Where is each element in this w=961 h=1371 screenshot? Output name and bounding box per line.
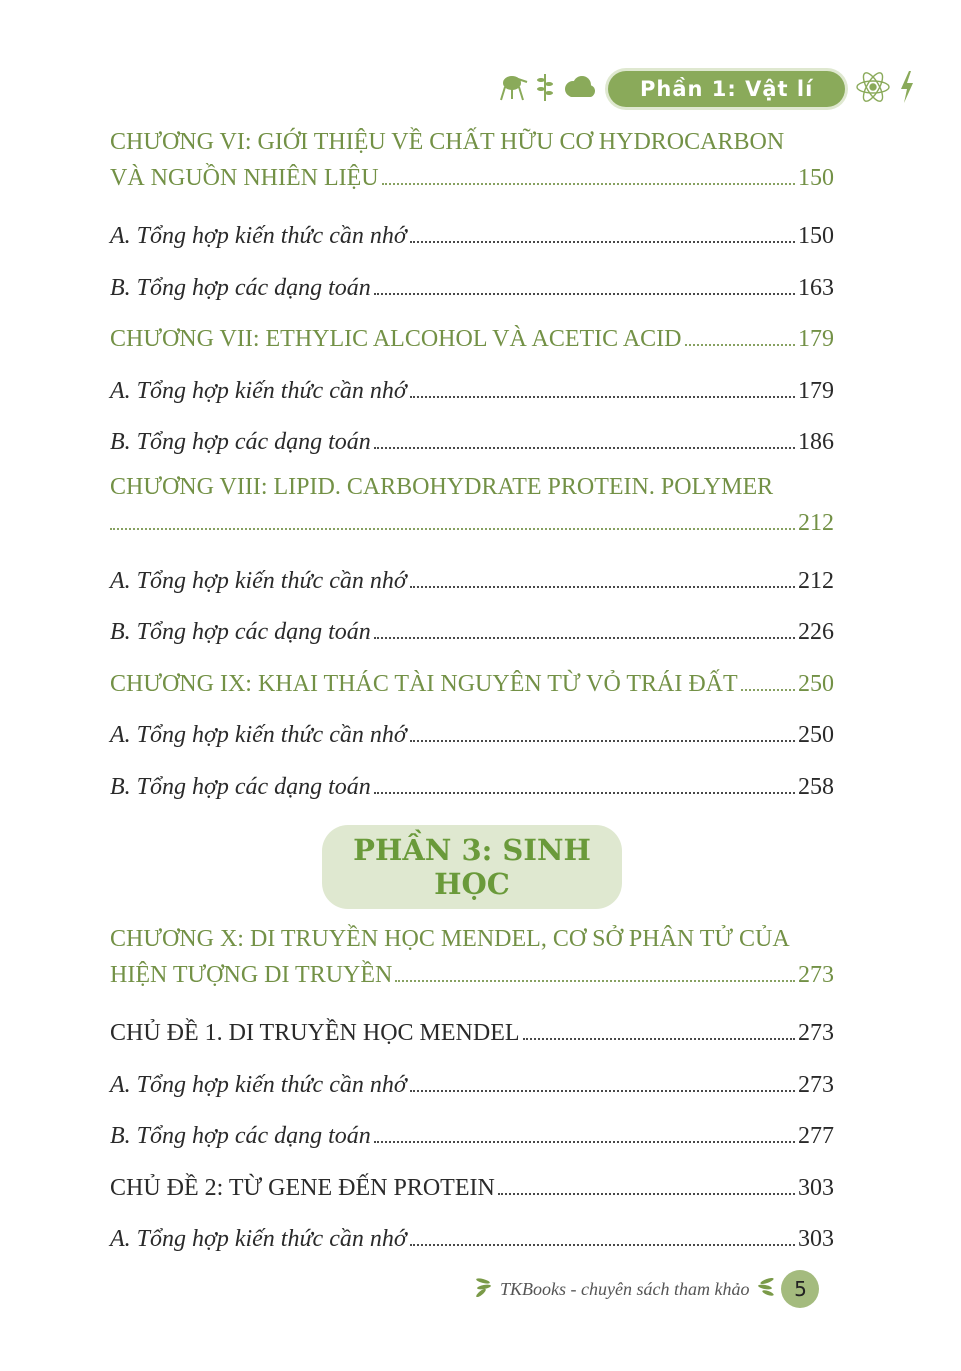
flask-icon xyxy=(498,73,528,105)
leader-dots xyxy=(523,1038,795,1040)
toc-chapter-vi[interactable]: CHƯƠNG VI: GIỚI THIỆU VỀ CHẤT HỮU CƠ HYDROCARBON VÀ NGUỒN NHIÊN LIỆU 150 xyxy=(110,129,834,191)
leader-dots xyxy=(410,396,795,398)
toc-item[interactable]: B. Tổng hợp các dạng toán 226 xyxy=(110,619,834,645)
leader-dots xyxy=(374,447,795,449)
toc-topic[interactable]: CHỦ ĐỀ 1. DI TRUYỀN HỌC MENDEL 273 xyxy=(110,1020,834,1046)
leader-dots xyxy=(410,1244,795,1246)
page-header xyxy=(498,68,923,110)
toc-item[interactable]: B. Tổng hợp các dạng toán 186 xyxy=(110,429,834,455)
toc-item[interactable]: A. Tổng hợp kiến thức cần nhớ 273 xyxy=(110,1071,834,1098)
toc-chapter-ix[interactable]: CHƯƠNG IX: KHAI THÁC TÀI NGUYÊN TỪ VỎ TRÁI ĐẤT 250 xyxy=(110,670,834,697)
toc-item[interactable]: A. Tổng hợp kiến thức cần nhớ 303 xyxy=(110,1226,834,1252)
leader-dots xyxy=(374,637,795,639)
toc-item[interactable]: A. Tổng hợp kiến thức cần nhớ 150 xyxy=(110,223,834,249)
part-label-pill: Phần 1: Vật lí xyxy=(608,71,845,107)
leader-dots xyxy=(410,1090,795,1092)
cloud-icon xyxy=(562,75,596,103)
leaf-icon xyxy=(474,1277,492,1301)
toc-item[interactable]: B. Tổng hợp các dạng toán 163 xyxy=(110,274,834,301)
leader-dots xyxy=(498,1193,795,1195)
page-number-badge: 5 xyxy=(781,1270,819,1308)
leader-dots xyxy=(410,740,795,742)
section-title-pill: PHẦN 3: SINH HỌC xyxy=(322,825,622,909)
toc-item[interactable]: A. Tổng hợp kiến thức cần nhớ 250 xyxy=(110,722,834,748)
leader-dots xyxy=(685,344,796,346)
toc-topic[interactable]: CHỦ ĐỀ 2: TỪ GENE ĐẾN PROTEIN 303 xyxy=(110,1174,834,1201)
toc-item[interactable]: B. Tổng hợp các dạng toán 258 xyxy=(110,773,834,800)
leader-dots xyxy=(410,241,795,243)
footer-brand-text: TKBooks - chuyên sách tham khảo xyxy=(500,1278,750,1299)
atom-icon xyxy=(855,69,891,109)
leader-dots xyxy=(110,528,795,530)
toc-chapter-x[interactable]: CHƯƠNG X: DI TRUYỀN HỌC MENDEL, CƠ SỞ PHÂN TỬ CỦA HIỆN TƯỢNG DI TRUYỀN 273 xyxy=(110,926,834,988)
page-footer xyxy=(474,1270,819,1308)
toc-chapter-viii[interactable]: CHƯƠNG VIII: LIPID. CARBOHYDRATE PROTEIN. POLYMER 212 xyxy=(110,473,834,536)
leader-dots xyxy=(382,183,795,185)
leader-dots xyxy=(374,1141,795,1143)
toc-item[interactable]: A. Tổng hợp kiến thức cần nhớ 179 xyxy=(110,377,834,404)
leader-dots xyxy=(410,586,795,588)
leader-dots xyxy=(395,980,795,982)
leader-dots xyxy=(374,792,795,794)
table-of-contents xyxy=(110,124,834,1266)
leader-dots xyxy=(374,293,795,295)
toc-chapter-vii[interactable]: CHƯƠNG VII: ETHYLIC ALCOHOL VÀ ACETIC ACID 179 xyxy=(110,326,834,352)
toc-item[interactable]: B. Tổng hợp các dạng toán 277 xyxy=(110,1123,834,1149)
plant-icon xyxy=(536,72,554,106)
leaf-icon xyxy=(757,1277,775,1301)
leader-dots xyxy=(741,689,795,691)
toc-item[interactable]: A. Tổng hợp kiến thức cần nhớ 212 xyxy=(110,567,834,594)
lightning-icon xyxy=(899,71,915,107)
